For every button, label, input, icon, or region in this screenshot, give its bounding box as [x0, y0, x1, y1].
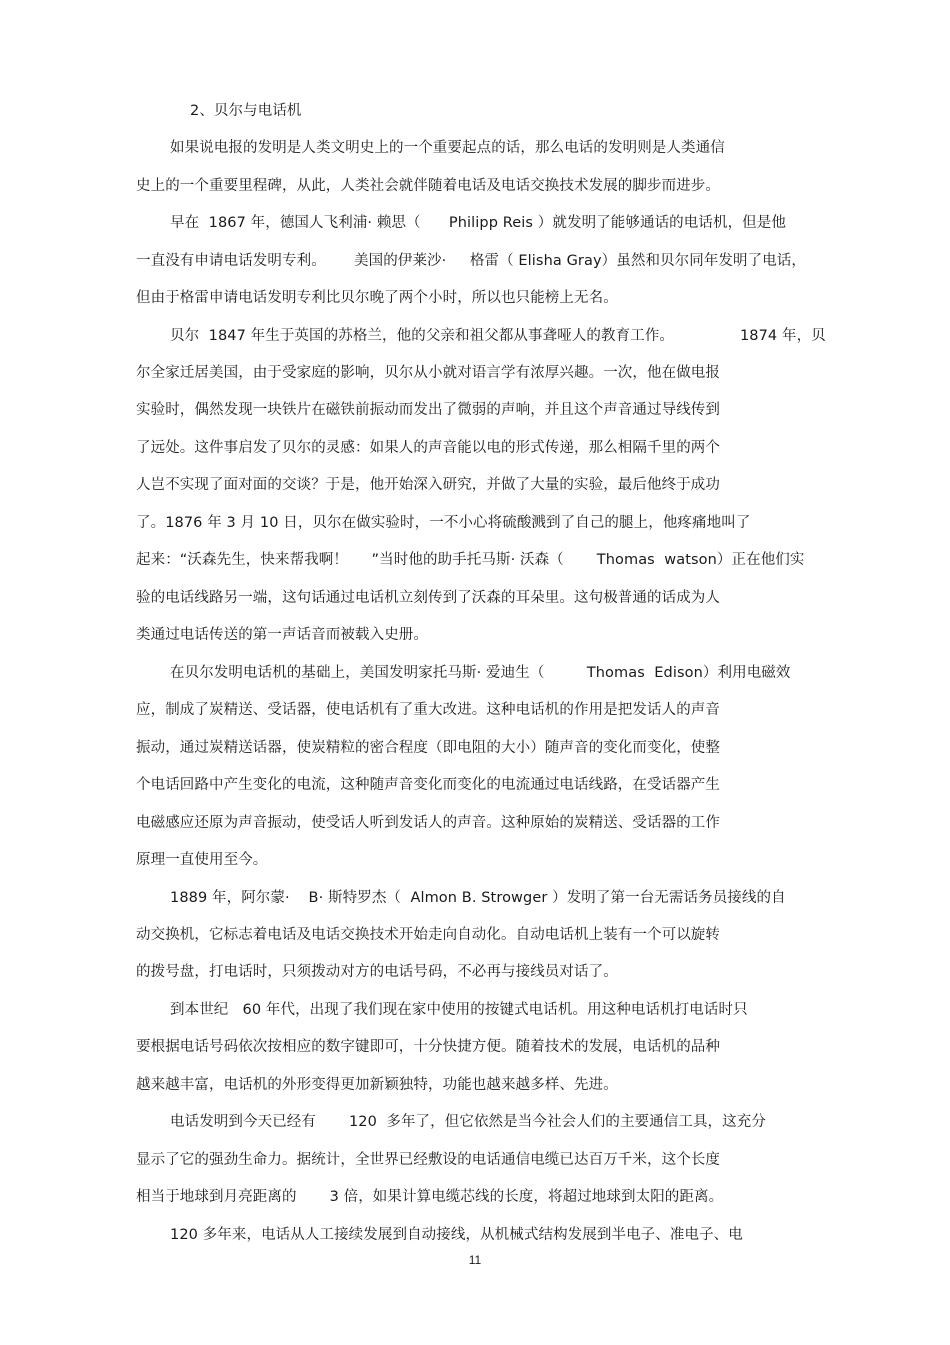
text-line: 相当于地球到月亮距离的 3 倍，如果计算电缆芯线的长度，将超过地球到太阳的距离。: [136, 1189, 724, 1205]
text-line: 史上的一个重要里程碑，从此，人类社会就伴随着电话及电话交换技术发展的脚步而进步。: [136, 178, 720, 194]
text-line: 到本世纪 60 年代，出现了我们现在家中使用的按键式电话机。用这种电话机打电话时只: [170, 1002, 748, 1018]
text-line: 人岂不实现了面对面的交谈？于是，他开始深入研究，并做了大量的实验，最后他终于成功: [136, 477, 720, 493]
text-line: 的拨号盘，打电话时，只须拨动对方的电话号码，不必再与接线员对话了。: [136, 964, 618, 980]
text-line: 1889 年，阿尔蒙· B· 斯特罗杰（ Almon B. Strowger ）发明了第一台无需话务员接线的自: [170, 890, 786, 906]
text-line: 要根据电话号码依次按相应的数字键即可，十分快捷方便。随着技术的发展，电话机的品种: [136, 1039, 720, 1055]
section-heading: 2、贝尔与电话机: [190, 103, 302, 119]
text-line: 类通过电话传送的第一声话音而被载入史册。: [136, 627, 428, 643]
text-line: 应，制成了炭精送、受话器，使电话机有了重大改进。这种电话机的作用是把发话人的声音: [136, 702, 720, 718]
text-line: 原理一直使用至今。: [136, 852, 268, 868]
text-line: 起来：“沃森先生，快来帮我啊！ ”当时他的助手托马斯· 沃森（ Thomas watson）正在他们实: [136, 552, 805, 568]
page-number: 11: [468, 1253, 482, 1267]
text-line: 振动，通过炭精送话器，使炭精粒的密合程度（即电阻的大小）随声音的变化而变化，使整: [136, 740, 720, 756]
text-line: 电话发明到今天已经有 120 多年了，但它依然是当今社会人们的主要通信工具，这充分: [170, 1114, 766, 1130]
text-line: 一直没有申请电话发明专利。 美国的伊莱沙· 格雷（ Elisha Gray）虽然和贝尔同年发明了电话，: [136, 253, 807, 269]
text-line: 验的电话线路另一端，这句话通过电话机立刻传到了沃森的耳朵里。这句极普通的话成为人: [136, 590, 720, 606]
text-line: 显示了它的强劲生命力。据统计，全世界已经敷设的电话通信电缆已达百万千米，这个长度: [136, 1152, 720, 1168]
text-line: 120 多年来，电话从人工接续发展到自动接线，从机械式结构发展到半电子、准电子、电: [170, 1227, 743, 1243]
text-line: 尔全家迁居美国，由于受家庭的影响，贝尔从小就对语言学有浓厚兴趣。一次，他在做电报: [136, 365, 720, 381]
text-line: 个电话回路中产生变化的电流，这种随声音变化而变化的电流通过电话线路，在受话器产生: [136, 777, 720, 793]
text-line: 越来越丰富，电话机的外形变得更加新颖独特，功能也越来越多样、先进。: [136, 1077, 618, 1093]
text-line: 动交换机，它标志着电话及电话交换技术开始走向自动化。自动电话机上装有一个可以旋转: [136, 927, 720, 943]
text-line: 了远处。这件事启发了贝尔的灵感：如果人的声音能以电的形式传递，那么相隔千里的两个: [136, 440, 720, 456]
text-line: 但由于格雷申请电话发明专利比贝尔晚了两个小时，所以也只能榜上无名。: [136, 290, 618, 306]
text-line: 电磁感应还原为声音振动，使受话人听到发话人的声音。这种原始的炭精送、受话器的工作: [136, 815, 720, 831]
text-line: 早在 1867 年，德国人飞利浦· 赖思（ Philipp Reis ）就发明了能够通话的电话机，但是他: [170, 215, 786, 231]
text-line: 了。1876 年 3 月 10 日，贝尔在做实验时，一不小心将硫酸溅到了自己的腿上，他疼痛地叫了: [136, 515, 751, 531]
text-line: 在贝尔发明电话机的基础上，美国发明家托马斯· 爱迪生（ Thomas Edison）利用电磁效: [170, 665, 791, 681]
text-line: 贝尔 1847 年生于英国的苏格兰，他的父亲和祖父都从事聋哑人的教育工作。 1874 年，贝: [170, 328, 826, 344]
text-line: 实验时，偶然发现一块铁片在磁铁前振动而发出了微弱的声响，并且这个声音通过导线传到: [136, 402, 720, 418]
text-line: 如果说电报的发明是人类文明史上的一个重要起点的话，那么电话的发明则是人类通信: [170, 140, 725, 156]
